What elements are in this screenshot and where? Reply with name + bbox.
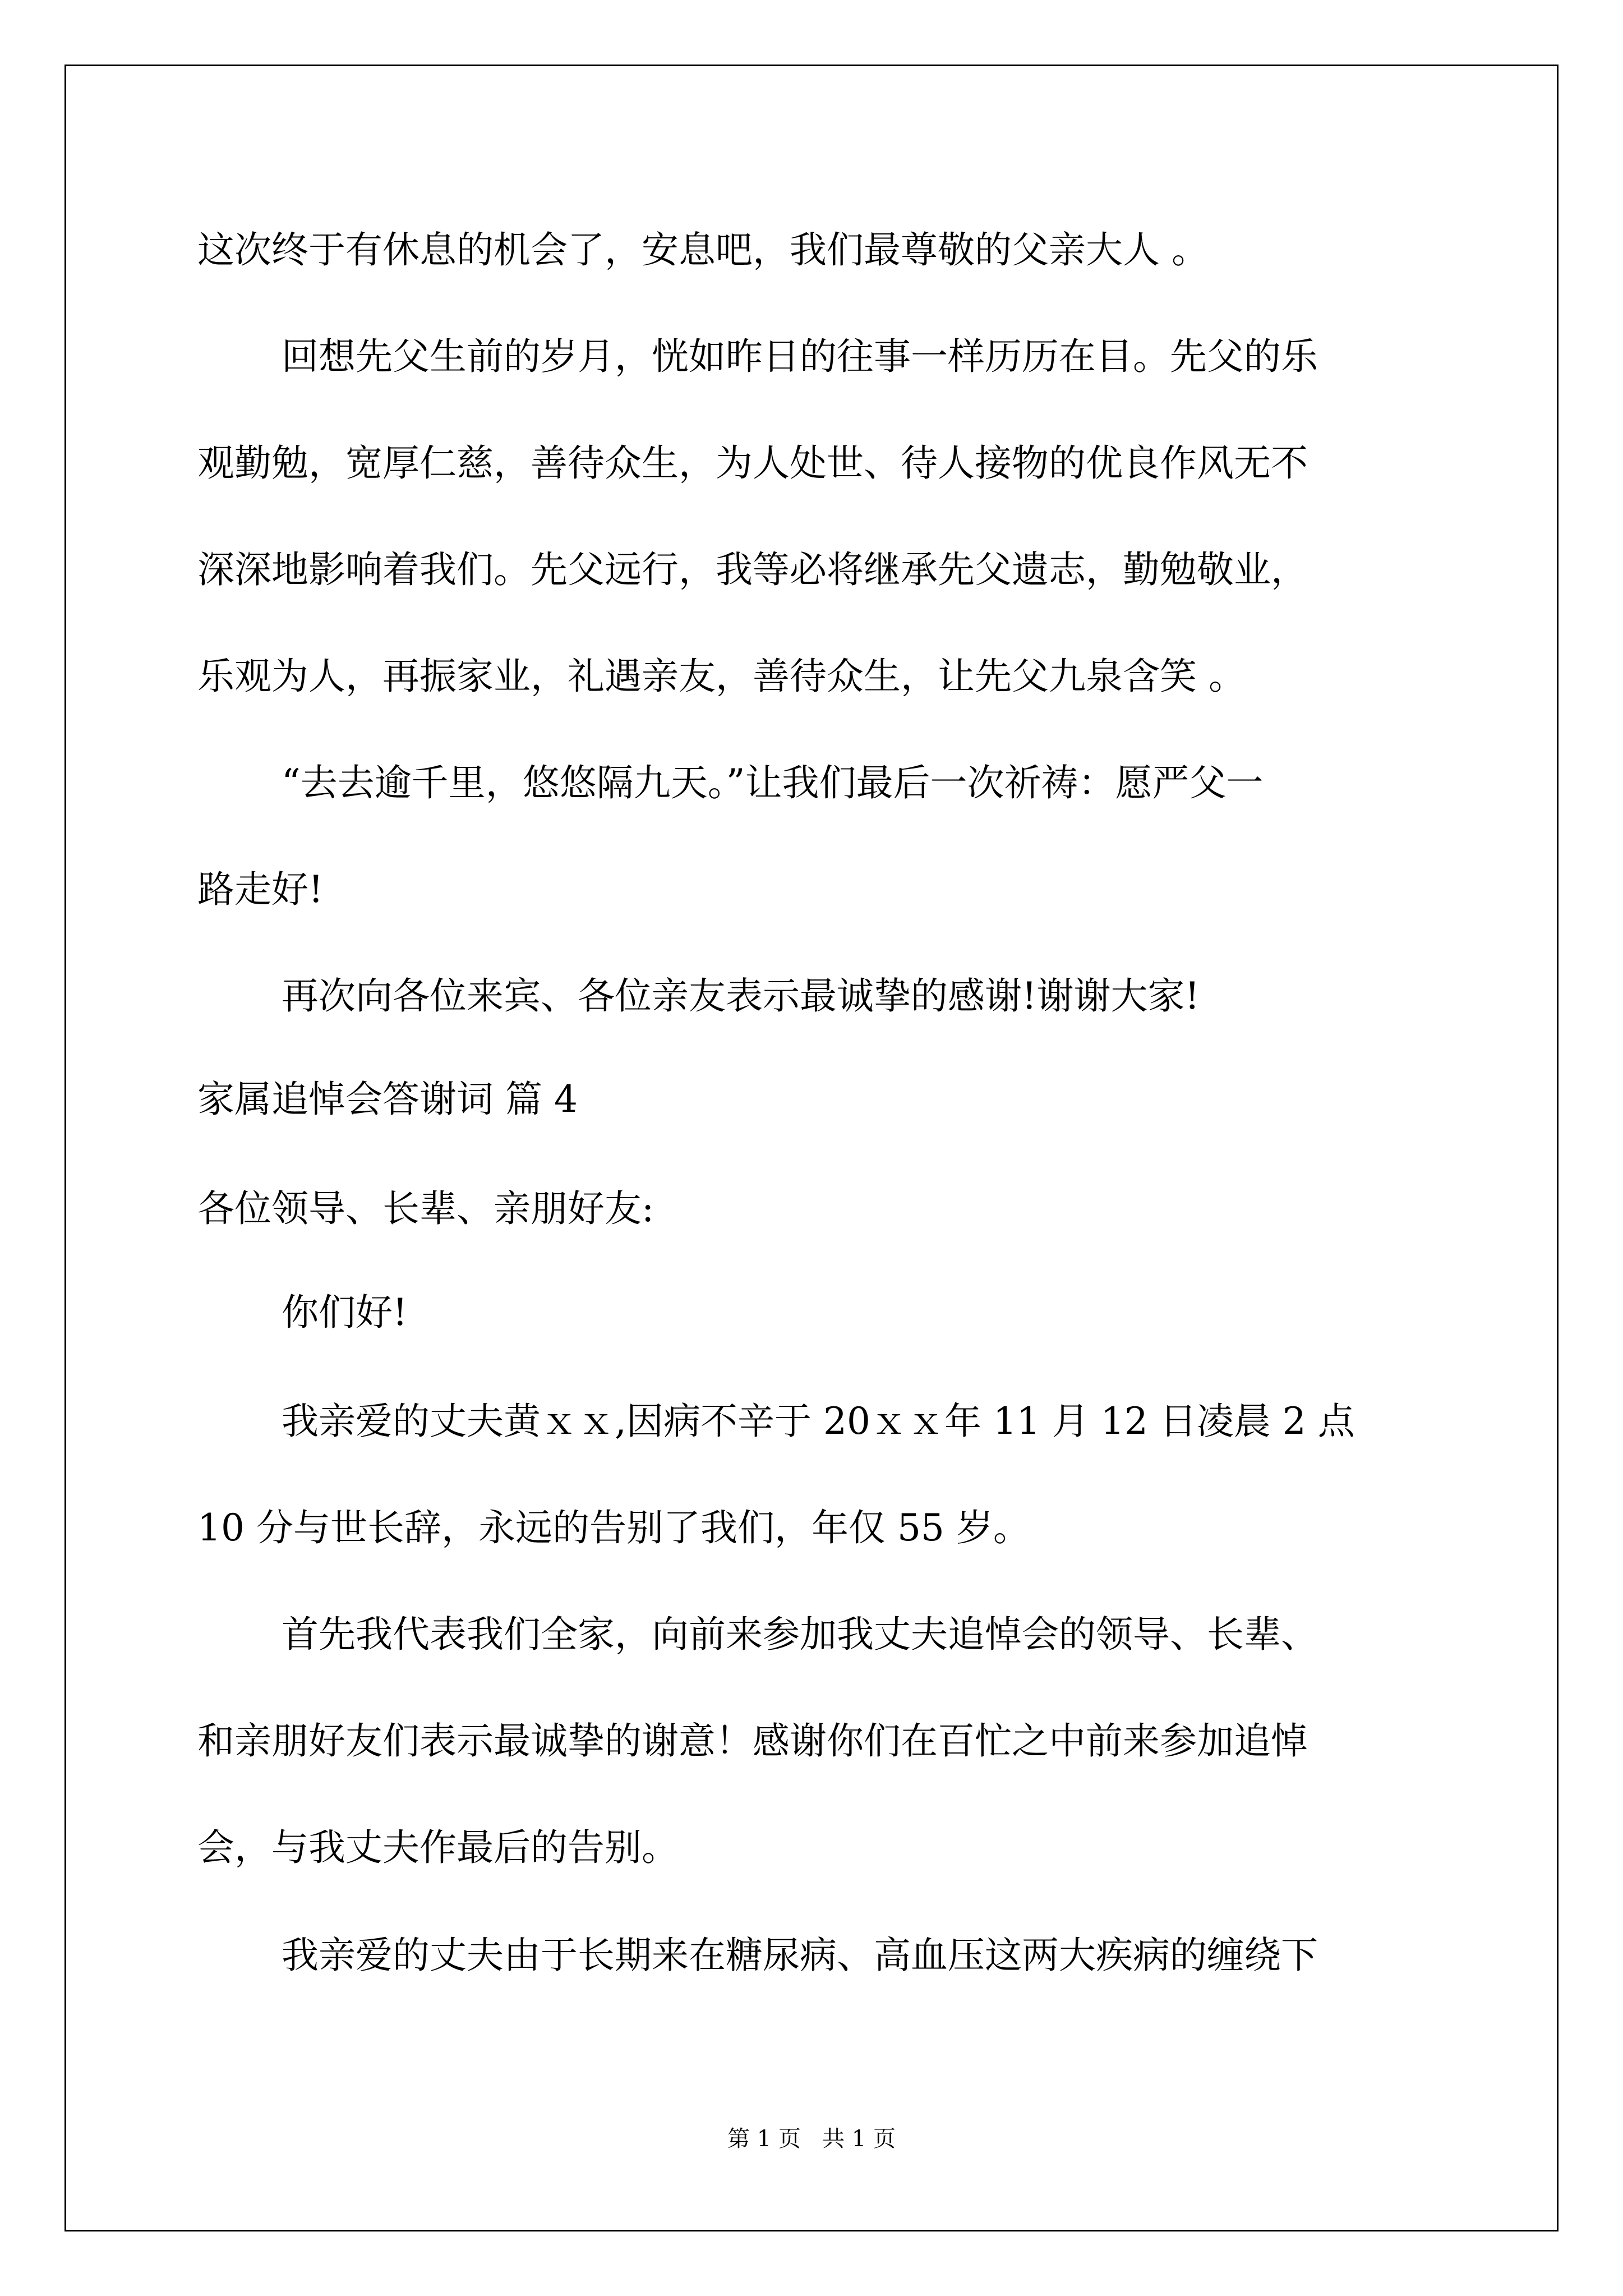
section-heading: 家属追悼会答谢词 篇 4 — [197, 1078, 578, 1121]
text-line: 乐观为人，再振家业，礼遇亲友，善待众生，让先父九泉含笑 。 — [197, 655, 1246, 698]
text-line: 回想先父生前的岁月，恍如昨日的往事一样历历在目。先父的乐 — [282, 335, 1318, 378]
text-line: 首先我代表我们全家，向前来参加我丈夫追悼会的领导、长辈、 — [282, 1613, 1318, 1656]
text-line: 路走好! — [197, 868, 324, 911]
greeting: 你们好! — [282, 1291, 408, 1334]
text-line: 深深地影响着我们。先父远行，我等必将继承先父遗志，勤勉敬业， — [197, 548, 1308, 591]
text-line: 我亲爱的丈夫黄ｘｘ,因病不辛于 20ｘｘ年 11 月 12 日凌晨 2 点 — [282, 1400, 1355, 1443]
salutation: 各位领导、长辈、亲朋好友: — [197, 1187, 654, 1230]
text-line: 观勤勉，宽厚仁慈，善待众生，为人处世、待人接物的优良作风无不 — [197, 441, 1308, 485]
text-line: 和亲朋好友们表示最诚挚的谢意！感谢你们在百忙之中前来参加追悼 — [197, 1719, 1308, 1763]
page-footer: 第 1 页 共 1 页 — [727, 2126, 896, 2152]
text-line: 再次向各位来宾、各位亲友表示最诚挚的感谢!谢谢大家! — [282, 974, 1200, 1018]
text-line: “去去逾千里，悠悠隔九天。”让我们最后一次祈祷：愿严父一 — [282, 761, 1264, 804]
text-line: 我亲爱的丈夫由于长期来在糖尿病、高血压这两大疾病的缠绕下 — [282, 1934, 1318, 1977]
text-line: 会，与我丈夫作最后的告别。 — [197, 1826, 679, 1869]
text-line: 10 分与世长辞，永远的告别了我们，年仅 55 岁。 — [197, 1506, 1030, 1549]
text-line: 这次终于有休息的机会了，安息吧，我们最尊敬的父亲大人 。 — [197, 228, 1209, 272]
page-border — [64, 65, 1559, 2231]
